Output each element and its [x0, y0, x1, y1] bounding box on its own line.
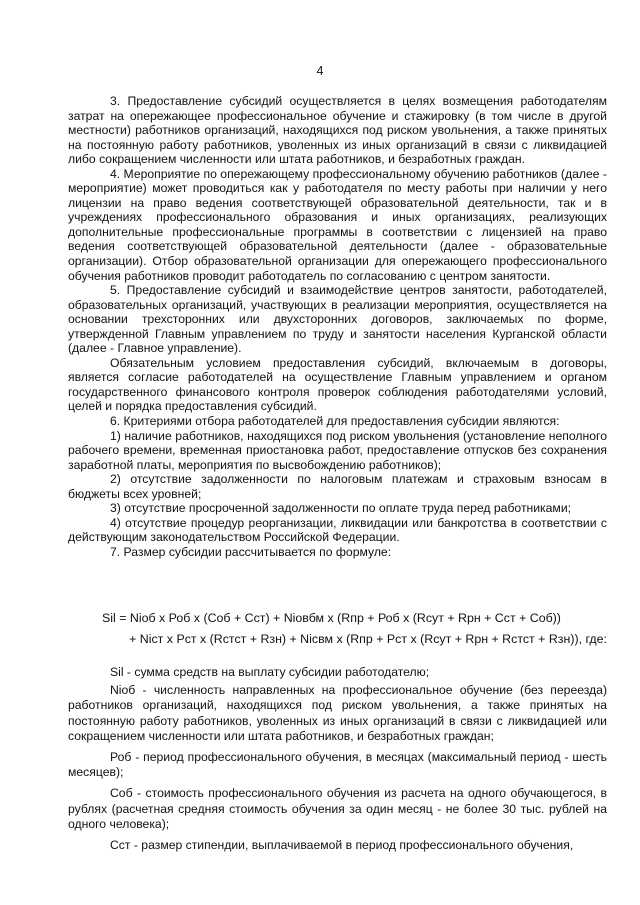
paragraph-6: 6. Критериями отбора работодателей для предоставления субсидии являются:	[110, 414, 560, 429]
definition-sil: Sil - сумма средств на выплату субсидии работодателю;	[110, 665, 430, 679]
paragraph-5: 5. Предоставление субсидий и взаимодействие центров занятости, работодателей, образовательных организаций, участвующих в реализации мероприятия, осуществляется на основании трехсторонних или двухсторонних договоров, заключаемых по форме, утвержденной Главным управлением по труду и занятости населения Курганской области (далее - Главное управление).	[68, 283, 607, 356]
paragraph-3: 3. Предоставление субсидий осуществляется в целях возмещения работодателям затрат на опережающее профессиональное обучение и стажировку (в том числе в другой местности) работников организаций, находящихся под риском увольнения, а также принятых на постоянную работу работников, уволенных из иных организаций в связи с ликвидацией либо сокращением численности или штата работников, и безработных граждан.	[68, 94, 607, 167]
formula-line-2: + Niст x Рст x (Rстст + Rзн) + Niсвм x (Rпр + Рст x (Rсут + Rрн + Rстст + Rзн)), где:	[129, 632, 607, 646]
definition-nioб: Niоб - численность направленных на профессиональное обучение (без переезда) работников организаций, находящихся под риском увольнения, а также принятых на постоянную работу работников, уволенных из иных организаций в связи с ликвидацией или сокращением численности или штата работников, и безработных граждан;	[68, 683, 607, 743]
definitions	[68, 665, 607, 859]
paragraph-condition: Обязательным условием предоставления субсидий, включаемым в договоры, является согласие работодателей на осуществление Главным управлением и органом государственного финансового контроля проверок соблюдения работодателями условий, целей и порядка предоставления субсидий.	[68, 355, 607, 414]
criterion-3: 3) отсутствие просроченной задолженности по оплате труда перед работниками;	[110, 501, 572, 516]
criterion-1: 1) наличие работников, находящихся под риском увольнения (установление неполного рабочего времени, временная приостановка работ, предоставление отпусков без сохранения заработной платы, мероприятия по высвобождению работников);	[68, 428, 607, 472]
paragraph-7: 7. Размер субсидии рассчитывается по формуле:	[110, 544, 392, 559]
criterion-4: 4) отсутствие процедур реорганизации, ликвидации или банкротства в соответствии с действующим законодательством Российской Федерации.	[68, 515, 607, 545]
page-number: 4	[316, 64, 324, 78]
definition-rob: Роб - период профессионального обучения, в месяцах (максимальный период - шесть месяцев);	[68, 750, 607, 780]
criterion-2: 2) отсутствие задолженности по налоговым платежам и страховым взносам в бюджеты всех уровней;	[68, 472, 607, 501]
definition-sst: Сст - размер стипендии, выплачиваемой в период профессионального обучения,	[110, 838, 574, 853]
formula-line-1: Sil = Nioб x Роб x (Соб + Сст) + Niовбм x (Rпр + Роб x (Rсут + Rрн + Сст + Соб))	[102, 611, 561, 625]
paragraph-4: 4. Мероприятие по опережающему профессиональному обучению работников (далее - мероприятие) может проводиться как у работодателя по месту работы при наличии у него лицензии на право ведения соответствующей образовательной деятельности, так и в учреждениях профессионального образования и иных организациях, реализующих дополнительные профессиональные программы в соответствии с лицензией на право ведения соответствующей образовательной деятельности (далее - образовательные организации). Отбор образовательной организации для опережающего профессионального обучения работников проводит работодатель по согласованию с центром занятости.	[68, 166, 607, 283]
main-text	[68, 94, 607, 560]
definition-sob: Соб - стоимость профессионального обучения из расчета на одного обучающегося, в рублях (расчетная средняя стоимость обучения за один месяц - не более 30 тыс. рублей на одного человека);	[68, 786, 607, 831]
